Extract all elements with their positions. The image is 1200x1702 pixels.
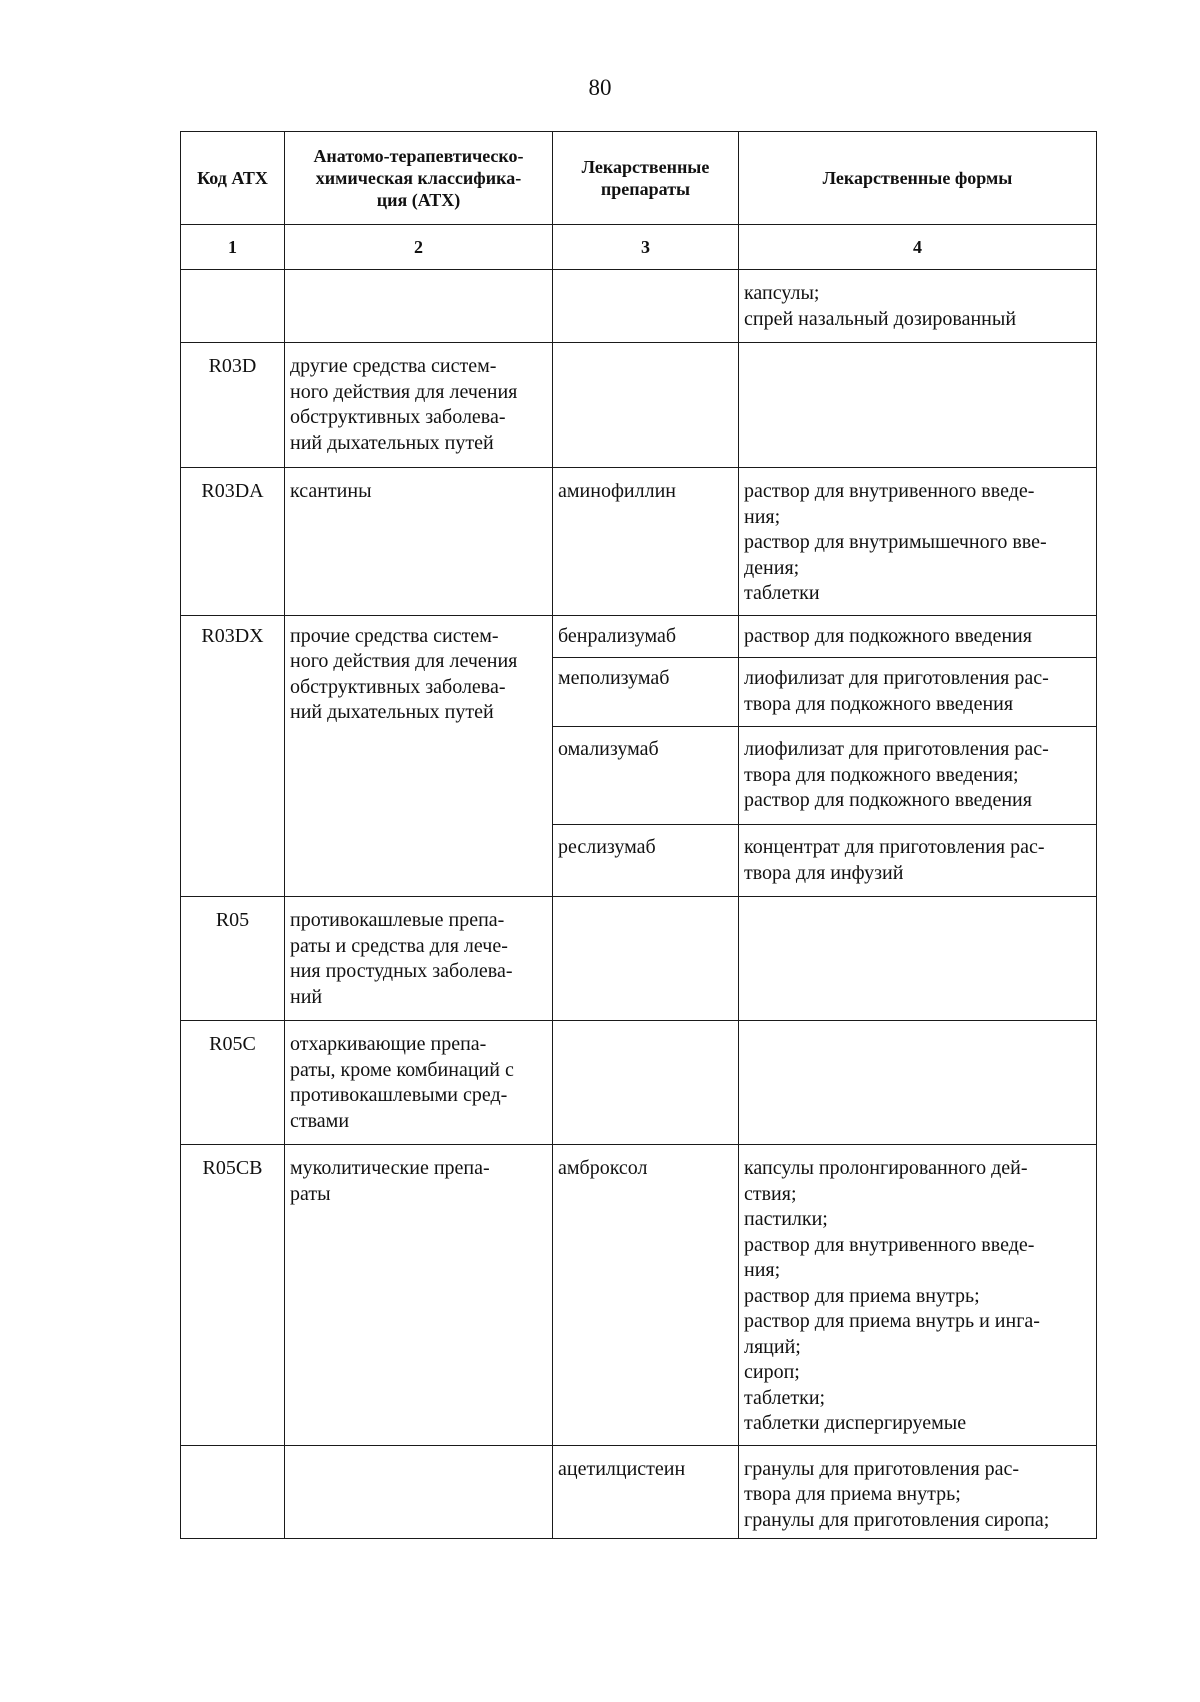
text-line: лиофилизат для приготовления рас-	[744, 738, 1049, 760]
dosage-forms-cell	[739, 1145, 1097, 1446]
dosage-forms-cell	[739, 615, 1097, 658]
text-line: раствор для внутривенного введе-	[744, 1233, 1035, 1256]
text-line: противокашлевые препа-	[290, 909, 505, 931]
atc-code-cell: R05	[181, 897, 285, 1021]
text-line: раствор для внутривенного введе-	[744, 480, 1035, 502]
atc-code-cell: R03DX	[181, 615, 285, 897]
column-number: 1	[181, 225, 285, 270]
text-line: омализумаб	[558, 738, 659, 760]
drug-cell	[553, 343, 739, 468]
text-line: раты и средства для лече-	[290, 934, 508, 957]
table-row	[181, 1021, 1097, 1145]
dosage-forms-cell	[739, 1021, 1097, 1145]
text-line: ний дыхательных путей	[290, 431, 494, 454]
text-line: раты, кроме комбинаций с	[290, 1058, 514, 1081]
header-atc-code	[181, 132, 285, 225]
text-line: раствор для приема внутрь;	[744, 1284, 980, 1307]
text-line: гранулы для приготовления рас-	[744, 1457, 1020, 1480]
text-line: амброксол	[558, 1157, 648, 1179]
table-row	[181, 468, 1097, 616]
table-row	[181, 270, 1097, 343]
text-line: пастилки;	[744, 1208, 828, 1230]
atc-class-cell	[285, 897, 553, 1021]
text-line: ляций;	[744, 1335, 801, 1358]
text-line: раствор для подкожного введения	[744, 624, 1032, 647]
text-line: Лекарственные	[581, 157, 710, 177]
text-line: сироп;	[744, 1361, 800, 1383]
drug-cell	[553, 825, 739, 897]
text-line: Код АТХ	[197, 168, 268, 188]
text-line: меполизумаб	[558, 667, 670, 689]
header-atc-classification	[285, 132, 553, 225]
text-line: ного действия для лечения	[290, 650, 518, 672]
text-line: раствор для внутримышечного вве-	[744, 531, 1047, 553]
text-line: прочие средства систем-	[290, 624, 499, 647]
atc-code-cell: R05CB	[181, 1145, 285, 1446]
text-line: ного действия для лечения	[290, 380, 518, 403]
text-line: спрей назальный дозированный	[744, 307, 1017, 330]
atc-drug-table	[180, 131, 1097, 1539]
text-line: раствор для подкожного введения	[744, 789, 1032, 811]
atc-class-cell	[285, 343, 553, 468]
atc-class-cell	[285, 1021, 553, 1145]
text-line: таблетки	[744, 582, 820, 604]
header-dosage-forms	[739, 132, 1097, 225]
text-line: Лекарственные формы	[822, 168, 1013, 188]
atc-class-cell	[285, 1145, 553, 1446]
dosage-forms-cell	[739, 343, 1097, 468]
drug-cell	[553, 468, 739, 616]
text-line: ний	[290, 985, 323, 1008]
table-row	[181, 615, 1097, 658]
text-line: раствор для приема внутрь и инга-	[744, 1310, 1040, 1332]
column-number-row	[181, 225, 1097, 270]
atc-class-cell	[285, 270, 553, 343]
text-line: твора для подкожного введения;	[744, 763, 1019, 786]
text-line: ацетилцистеин	[558, 1457, 686, 1480]
text-line: таблетки диспергируемые	[744, 1412, 967, 1434]
drug-cell	[553, 1445, 739, 1538]
atc-code-cell: R05C	[181, 1021, 285, 1145]
text-line: другие средства систем-	[290, 355, 497, 377]
text-line: бенрализумаб	[558, 624, 677, 647]
dosage-forms-cell	[739, 727, 1097, 825]
text-line: ксантины	[290, 480, 372, 502]
dosage-forms-cell	[739, 897, 1097, 1021]
text-line: ствами	[290, 1109, 350, 1132]
text-line: твора для приема внутрь;	[744, 1483, 961, 1505]
text-line: твора для инфузий	[744, 861, 904, 884]
table-header-row	[181, 132, 1097, 225]
dosage-forms-cell	[739, 658, 1097, 727]
dosage-forms-cell	[739, 468, 1097, 616]
dosage-forms-cell	[739, 1445, 1097, 1538]
column-number: 3	[553, 225, 739, 270]
text-line: ния простудных заболева-	[290, 960, 513, 982]
text-line: дения;	[744, 556, 800, 579]
atc-code-cell	[181, 270, 285, 343]
table-row	[181, 1445, 1097, 1538]
text-line: отхаркивающие препа-	[290, 1033, 487, 1055]
text-line: Анатомо-терапевтическо-	[313, 146, 524, 166]
drug-cell	[553, 658, 739, 727]
drug-cell	[553, 615, 739, 658]
text-line: муколитические препа-	[290, 1157, 490, 1179]
atc-code-cell: R03D	[181, 343, 285, 468]
text-line: аминофиллин	[558, 480, 676, 502]
text-line: капсулы;	[744, 282, 820, 304]
page-number: 80	[588, 75, 612, 100]
column-number: 2	[285, 225, 553, 270]
column-number: 4	[739, 225, 1097, 270]
atc-class-cell	[285, 1445, 553, 1538]
text-line: ний дыхательных путей	[290, 701, 494, 723]
text-line: ствия;	[744, 1182, 797, 1205]
dosage-forms-cell	[739, 270, 1097, 343]
text-line: гранулы для приготовления сиропа;	[744, 1508, 1050, 1531]
text-line: обструктивных заболева-	[290, 406, 506, 428]
drug-cell	[553, 270, 739, 343]
text-line: противокашлевыми сред-	[290, 1084, 508, 1106]
table-row	[181, 897, 1097, 1021]
atc-class-cell	[285, 468, 553, 616]
text-line: раты	[290, 1182, 331, 1205]
text-line: ция (АТХ)	[376, 190, 461, 210]
drug-cell	[553, 1145, 739, 1446]
drug-cell	[553, 1021, 739, 1145]
text-line: лиофилизат для приготовления рас-	[744, 667, 1049, 689]
text-line: реслизумаб	[558, 836, 656, 858]
table-row	[181, 1145, 1097, 1446]
atc-class-cell	[285, 615, 553, 897]
text-line: обструктивных заболева-	[290, 675, 506, 698]
dosage-forms-cell	[739, 825, 1097, 897]
drug-cell	[553, 727, 739, 825]
text-line: концентрат для приготовления рас-	[744, 836, 1045, 858]
text-line: таблетки;	[744, 1386, 826, 1409]
table-row	[181, 343, 1097, 468]
text-line: химическая классифика-	[315, 168, 522, 188]
header-drugs	[553, 132, 739, 225]
text-line: капсулы пролонгированного дей-	[744, 1157, 1028, 1179]
atc-code-cell	[181, 1445, 285, 1538]
drug-cell	[553, 897, 739, 1021]
atc-code-cell: R03DA	[181, 468, 285, 616]
text-line: препараты	[600, 179, 691, 199]
text-line: ния;	[744, 505, 781, 528]
text-line: ния;	[744, 1259, 781, 1281]
text-line: твора для подкожного введения	[744, 692, 1014, 715]
